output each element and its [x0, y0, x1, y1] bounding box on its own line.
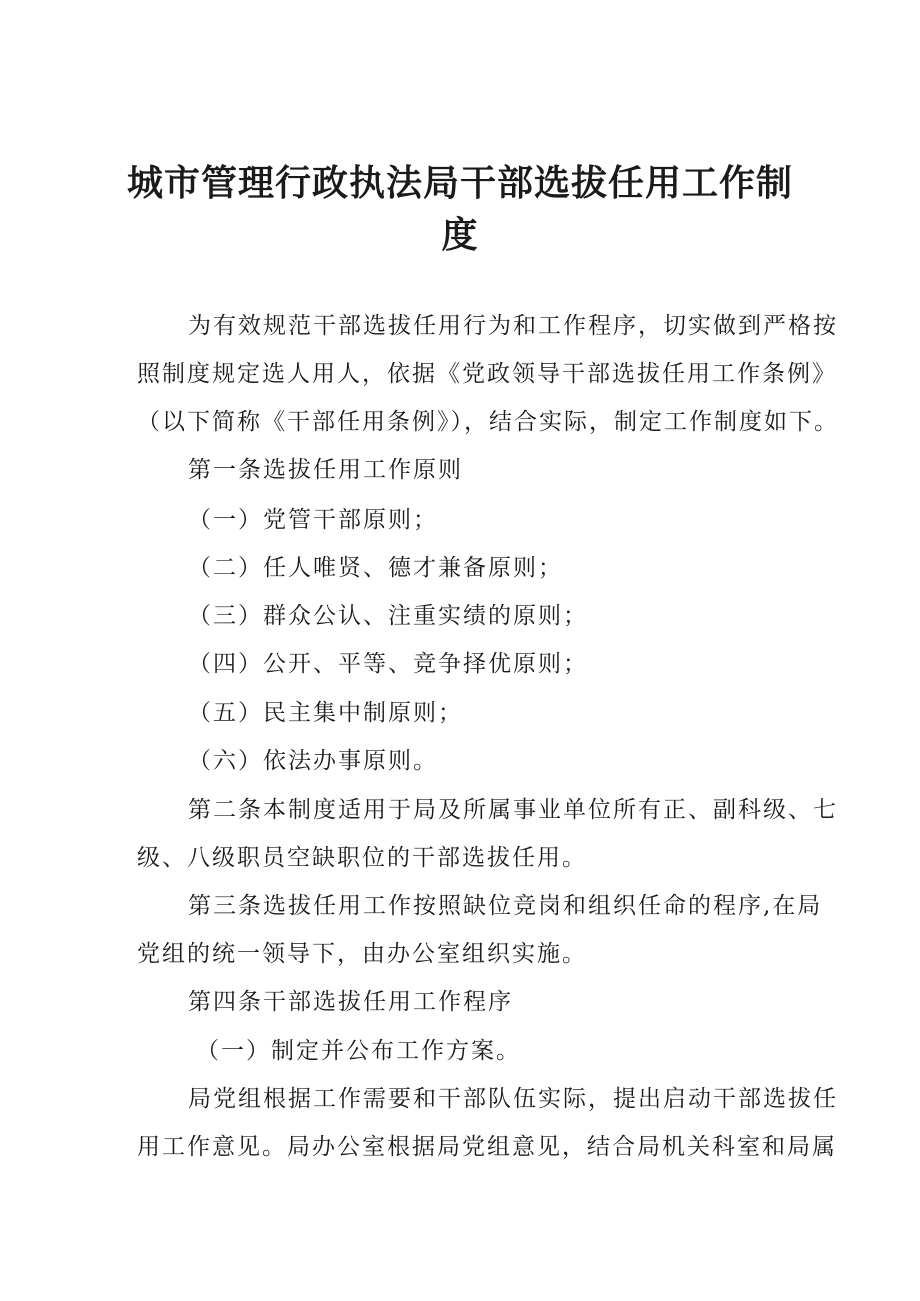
article-heading: 第一条选拔任用工作原则: [188, 457, 463, 483]
body-line: 级、八级职员空缺职位的干部选拔任用。: [137, 845, 587, 871]
body-line: 用工作意见。局办公室根据局党组意见，结合局机关科室和局属: [137, 1134, 837, 1160]
list-item: （三）群众公认、注重实绩的原则；: [188, 603, 588, 629]
list-item: （四）公开、平等、竞争择优原则；: [188, 651, 588, 677]
document-title: 城市管理行政执法局干部选拔任用工作制度: [126, 163, 793, 256]
body-line: 局党组根据工作需要和干部队伍实际，提出启动干部选拔任: [188, 1086, 838, 1112]
body-line: （以下简称《干部任用条例》），结合实际，制定工作制度如下。: [137, 409, 839, 435]
list-item: （一）制定并公布工作方案。: [196, 1038, 521, 1064]
body-line: 为有效规范干部选拔任用行为和工作程序，切实做到严格按: [188, 313, 838, 339]
article-heading: 第四条干部选拔任用工作程序: [188, 989, 513, 1015]
body-line: 第三条选拔任用工作按照缺位竞岗和组织任命的程序,在局: [188, 893, 823, 919]
body-line: 第二条本制度适用于局及所属事业单位所有正、副科级、七: [188, 797, 838, 823]
list-item: （五）民主集中制原则；: [188, 700, 463, 726]
list-item: （六）依法办事原则。: [188, 748, 438, 774]
body-line: 党组的统一领导下，由办公室组织实施。: [137, 941, 587, 967]
list-item: （一）党管干部原则；: [188, 507, 438, 533]
list-item: （二）任人唯贤、德才兼备原则；: [188, 555, 563, 581]
body-line: 照制度规定选人用人，依据《党政领导干部选拔任用工作条例》: [137, 361, 837, 387]
